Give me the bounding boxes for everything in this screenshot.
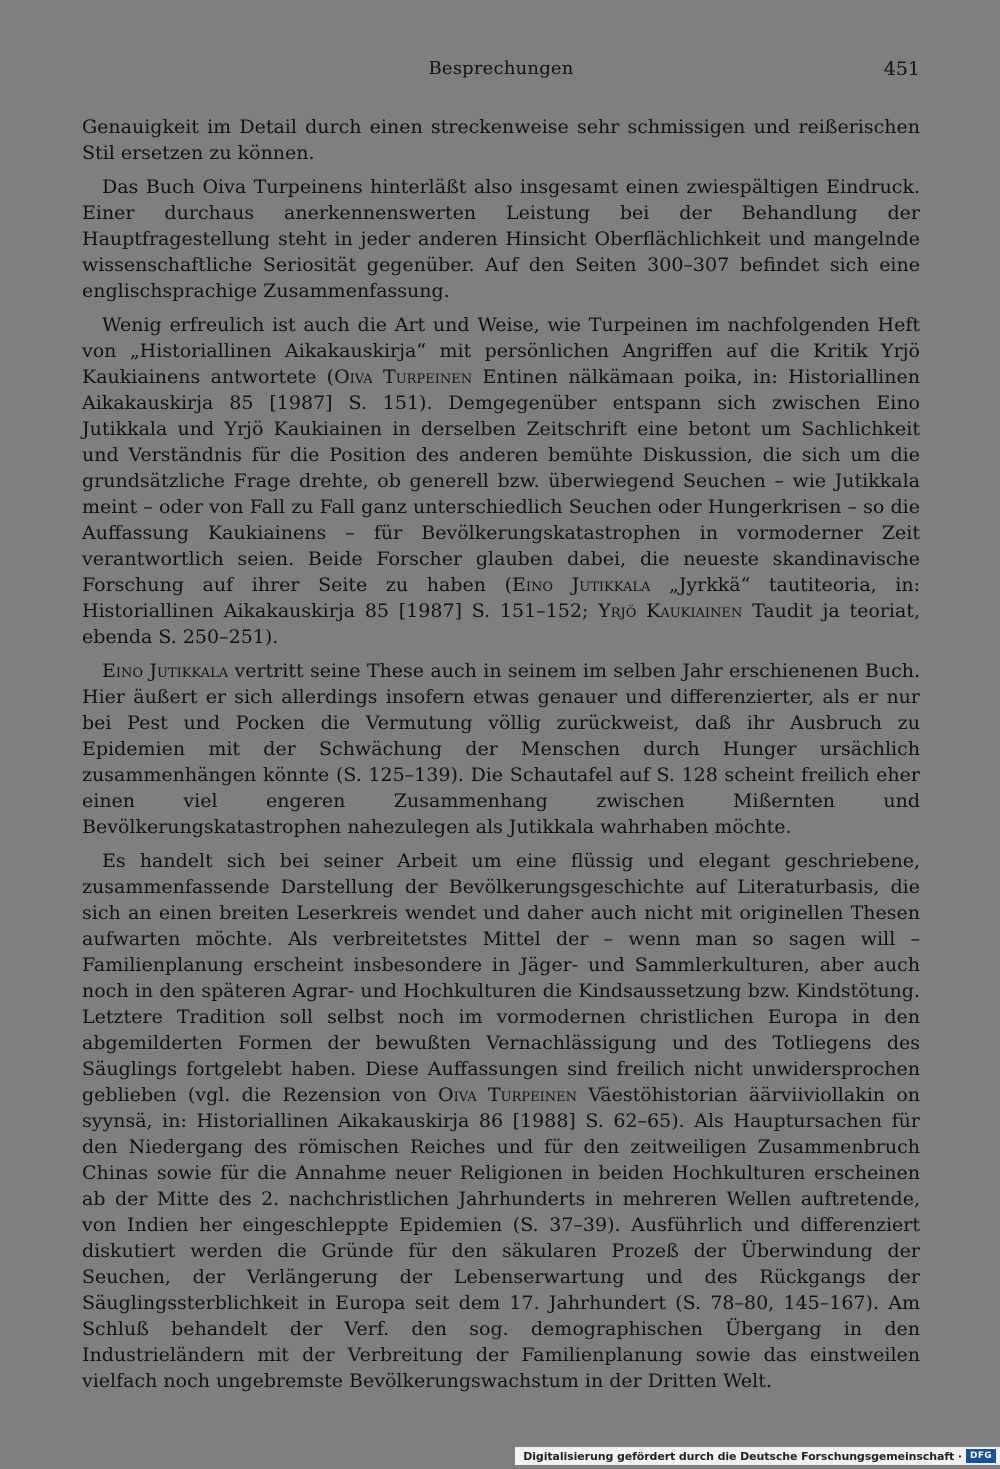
paragraph-3-text-3: „Jyrkkä“ tautiteoria, in: Historiallinen Aikakauskirja 85 [1987] S. 151–152;	[82, 574, 921, 622]
funding-note: Digitalisierung gefördert durch die Deutsche Forschungsgemeinschaft ·	[523, 1449, 962, 1463]
paragraph-3	[82, 312, 920, 650]
author-name-small-caps: Oiva Turpeinen	[334, 366, 473, 388]
paragraph-4	[82, 658, 920, 840]
author-name-small-caps: Eino Jutikkala	[102, 660, 229, 682]
author-name-small-caps: Oiva Turpeinen	[438, 1084, 577, 1106]
page-header	[82, 58, 920, 88]
author-name-small-caps: Eino Jutikkala	[512, 574, 651, 596]
paragraph-3-text-4: Taudit ja teoriat, ebenda S. 250–251).	[82, 600, 920, 648]
running-title: Besprechungen	[428, 58, 574, 79]
paragraph-5-text-2: Väestöhistorian äärviiviollakin on syynsä, in: Historiallinen Aikakauskirja 86 [1988] S. 62–65). Als Hauptursachen für den Niedergang des römischen Reiches und für den zeitweiligen Zusammenbruch Chinas sowie für die Annahme neuer Religionen in beiden Hochkulturen erscheinen ab der Mitte des 2. nachchristlichen Jahrhunderts in mehreren Wellen auftretende, von Indien her eingeschleppte Epidemien (S. 37–39). Ausführlich und differenziert diskutiert werden die Gründe für den säkularen Prozeß der Überwindung der Seuchen, der Verlängerung der Lebenserwartung und des Rückgangs der Säuglingssterblichkeit in Europa seit dem 17. Jahrhundert (S. 78–80, 145–167). Am Schluß behandelt der Verf. den sog. demographischen Übergang in den Industrieländern mit der Verbreitung der Familienplanung sowie das einstweilen vielfach noch ungebremste Bevölkerungswachstum in der Dritten Welt.	[82, 1084, 921, 1392]
paragraph-5-text-1: Es handelt sich bei seiner Arbeit um eine flüssig und elegant geschriebene, zusammenfassende Darstellung der Bevölkerungsgeschichte auf Literaturbasis, die sich an einen breiten Leserkreis wendet und daher auch nicht mit originellen Thesen aufwarten möchte. Als verbreitetstes Mittel der – wenn man so sagen will – Familienplanung erscheint insbesondere in Jäger- und Sammlerkulturen, aber auch noch in den späteren Agrar- und Hochkulturen die Kindsaussetzung bzw. Kindstötung. Letztere Tradition soll selbst noch im vormodernen christlichen Europa in den abgemilderten Formen der bewußten Vernachlässigung und des Totliegens des Säuglings fortgelebt haben. Diese Auffassungen sind freilich nicht unwidersprochen geblieben (vgl. die Rezension von	[82, 850, 920, 1106]
paragraph-5	[82, 848, 920, 1394]
author-name-small-caps: Yrjö Kaukiainen	[598, 600, 743, 622]
article-body	[82, 114, 920, 1394]
paragraph-3-text-1: Wenig erfreulich ist auch die Art und Weise, wie Turpeinen im nachfolgenden Heft von „Historiallinen Aikakauskirja“ mit persönlichen Angriffen auf die Kritik Yrjö Kaukiainens antwortete (	[82, 314, 920, 388]
page-number: 451	[883, 58, 920, 80]
paragraph-3-text-2: Entinen nälkämaan poika, in: Historiallinen Aikakauskirja 85 [1987] S. 151). Demgegenüber entspann sich zwischen Eino Jutikkala und Yrjö Kaukiainen in derselben Zeitschrift eine betont um Sachlichkeit und Verständnis für die Position des anderen bemühte Diskussion, die sich um die grundsätzliche Frage drehte, ob generell bzw. überwiegend Seuchen – wie Jutikkala meint – oder von Fall zu Fall ganz unterschiedlich Seuchen oder Hungerkrisen – so die Auffassung Kaukiainens – für Bevölkerungskatastrophen in vormoderner Zeit verantwortlich seien. Beide Forscher glauben dabei, die neueste skandinavische Forschung auf ihrer Seite zu haben (	[82, 366, 920, 596]
dfg-logo: DFG	[966, 1449, 996, 1463]
digitization-footer	[515, 1447, 1000, 1465]
paragraph-1: Genauigkeit im Detail durch einen streckenweise sehr schmissigen und reißerischen Stil ersetzen zu können.	[82, 116, 920, 164]
paragraph-2: Das Buch Oiva Turpeinens hinterläßt also insgesamt einen zwiespältigen Eindruck. Einer durchaus anerkennenswerten Leistung bei der Behandlung der Hauptfragestellung steht in jeder anderen Hinsicht Oberflächlichkeit und mangelnde wissenschaftliche Seriosität gegenüber. Auf den Seiten 300–307 befindet sich eine englischsprachige Zusammenfassung.	[82, 176, 920, 302]
paragraph-4-text-1: vertritt seine These auch in seinem im selben Jahr erschienenen Buch. Hier äußert er sich allerdings insofern etwas genauer und differenzierter, als er nur bei Pest und Pocken die Vermutung völlig zurückweist, daß ihr Ausbruch zu Epidemien mit der Schwächung der Menschen durch Hunger ursächlich zusammenhängen könnte (S. 125–139). Die Schautafel auf S. 128 scheint freilich eher einen viel engeren Zusammenhang zwischen Mißernten und Bevölkerungskatastrophen nahezulegen als Jutikkala wahrhaben möchte.	[82, 660, 921, 838]
